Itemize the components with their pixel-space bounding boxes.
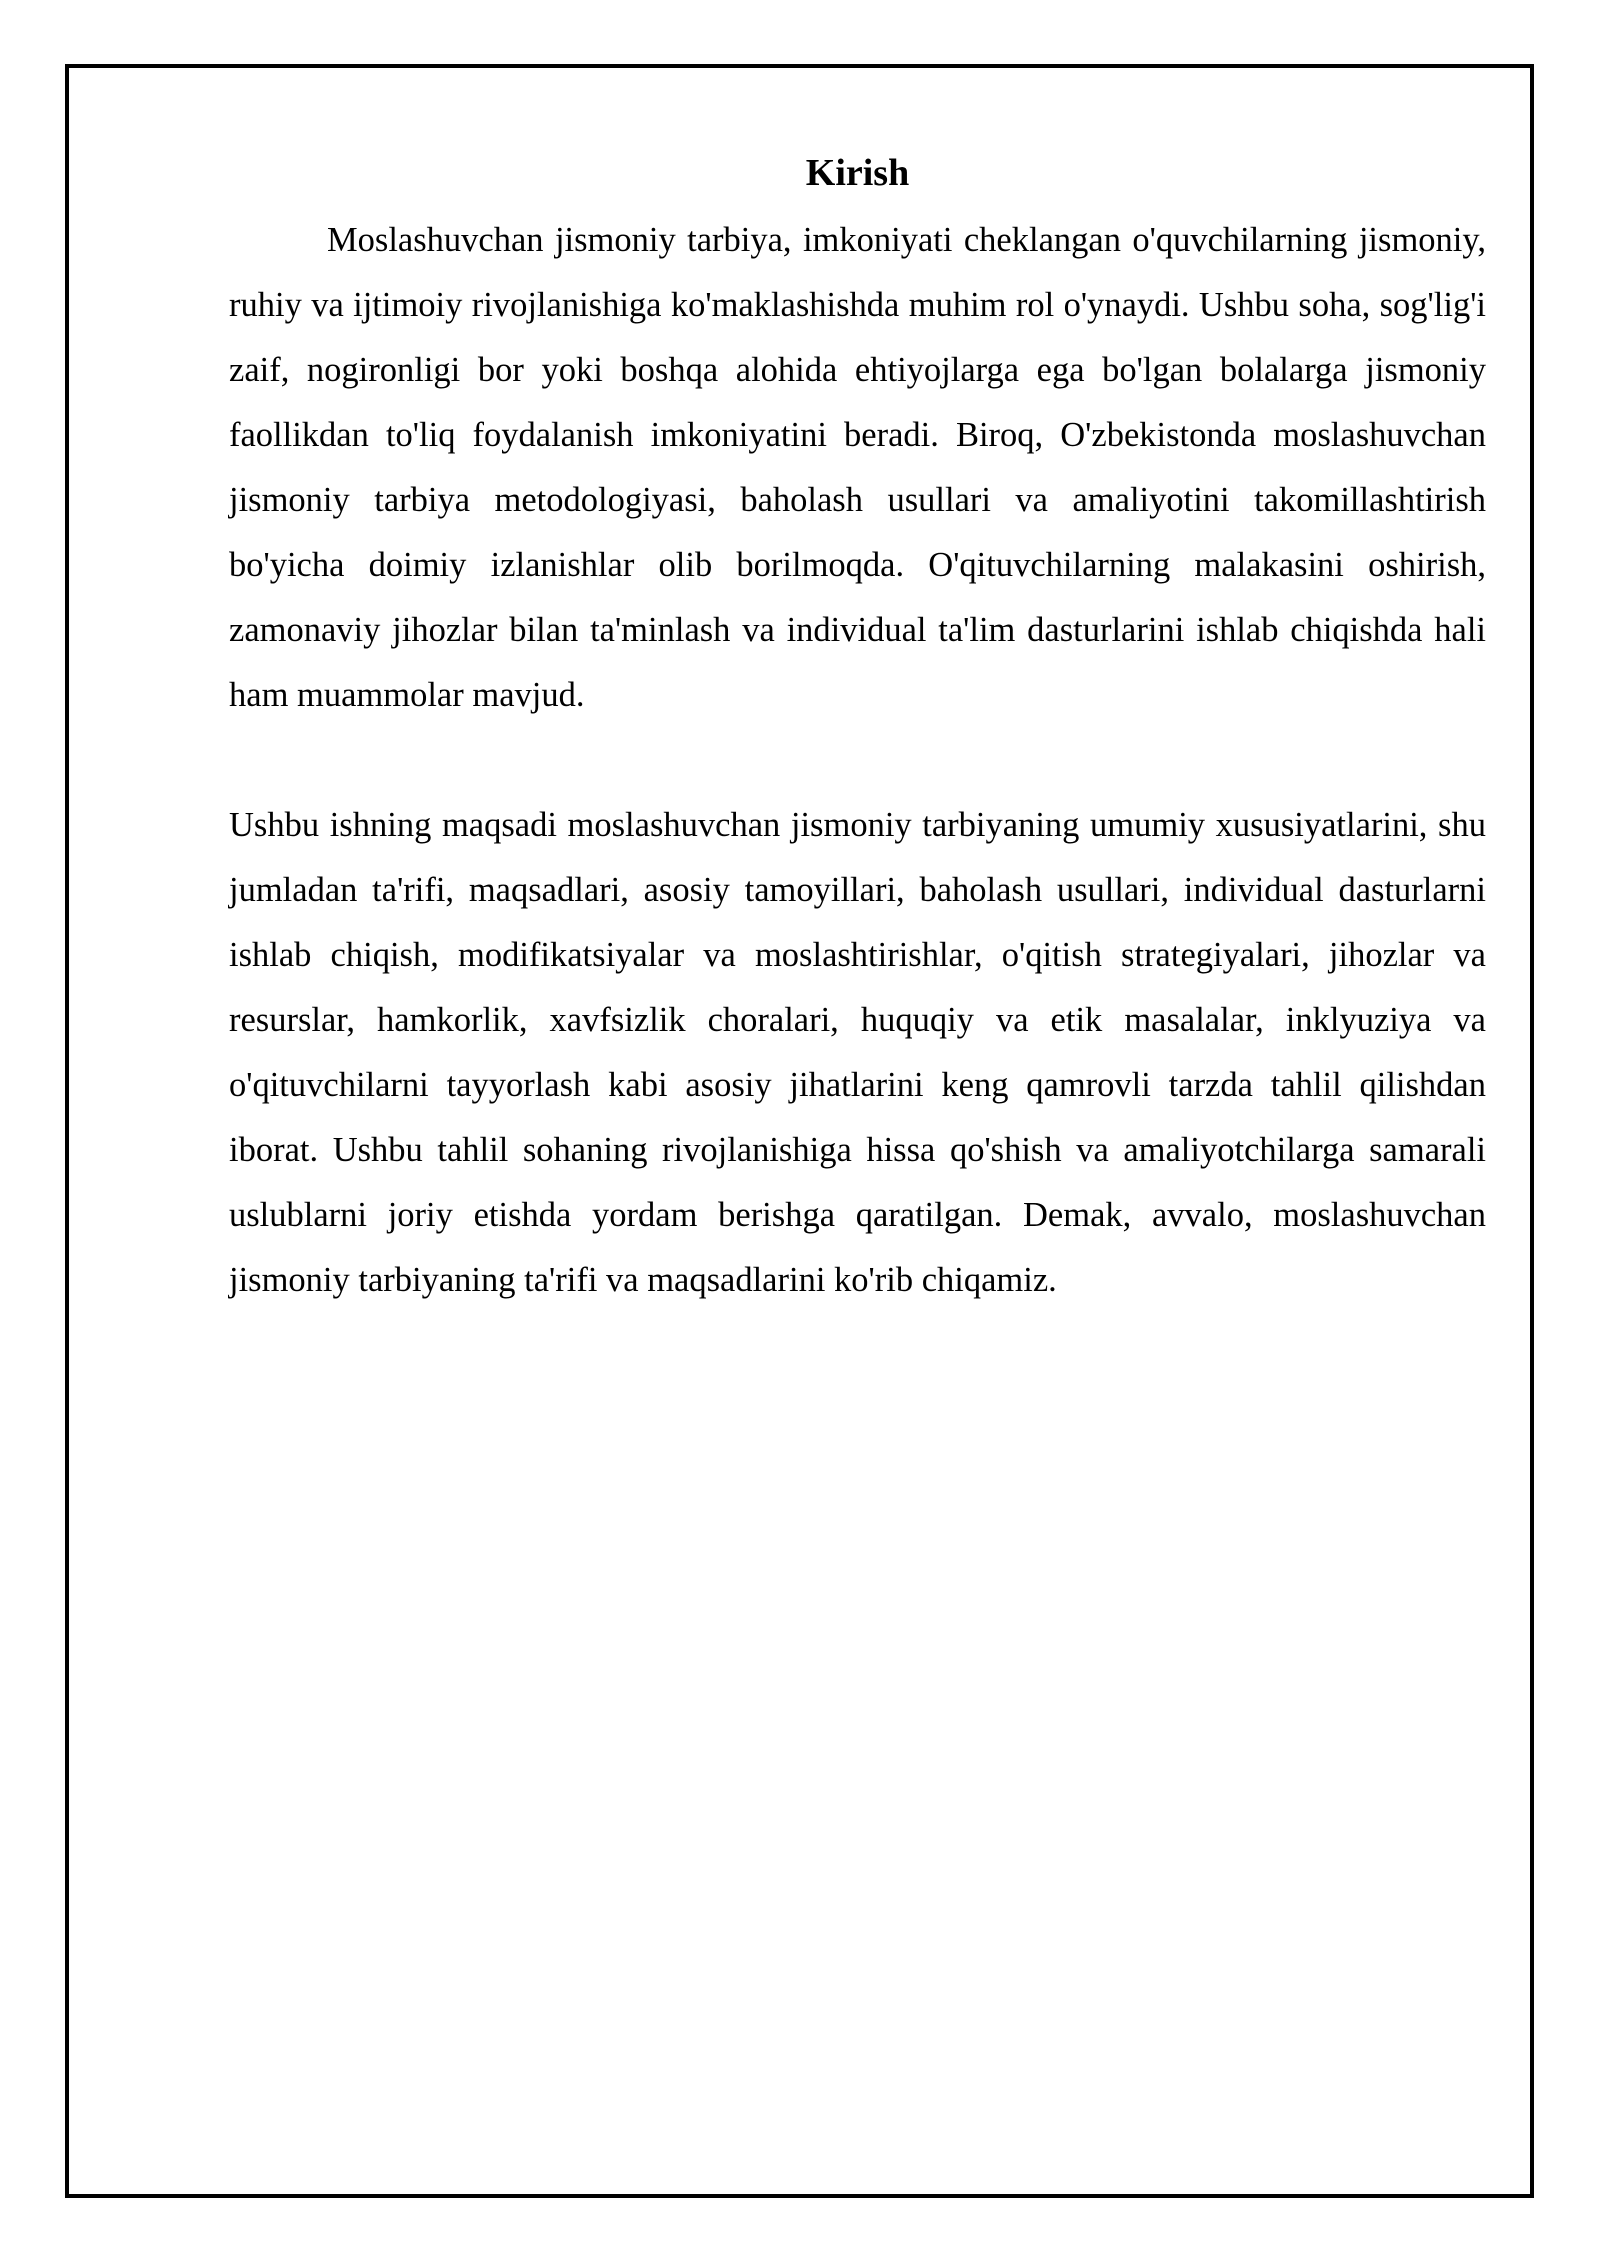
- purpose-paragraph: Ushbu ishning maqsadi moslashuvchan jismoniy tarbiyaning umumiy xususiyatlarini, shu jumladan ta'rifi, maqsadlari, asosiy tamoyillari, baholash usullari, individual dasturlarni ishlab chiqish, modifikatsiyalar va moslashtirishlar, o'qitish strategiyalari, jihozlar va resurslar, hamkorlik, xavfsizlik choralari, huquqiy va etik masalalar, inklyuziya va o'qituvchilarni tayyorlash kabi asosiy jihatlarini keng qamrovli tarzda tahlil qilishdan iborat. Ushbu tahlil sohaning rivojlanishiga hissa qo'shish va amaliyotchilarga samarali uslublarni joriy etishda yordam berishga qaratilgan. Demak, avvalo, moslashuvchan jismoniy tarbiyaning ta'rifi va maqsadlarini ko'rib chiqamiz.: [229, 806, 1486, 1299]
- intro-paragraph: Moslashuvchan jismoniy tarbiya, imkoniyati cheklangan o'quvchilarning jismoniy, ruhiy va ijtimoiy rivojlanishiga ko'maklashishda muhim rol o'ynaydi. Ushbu soha, sog'lig'i zaif, nogironligi bor yoki boshqa alohida ehtiyojlarga ega bo'lgan bolalarga jismoniy faollikdan to'liq foydalanish imkoniyatini beradi. Biroq, O'zbekistonda moslashuvchan jismoniy tarbiya metodologiyasi, baholash usullari va amaliyotini takomillashtirish bo'yicha doimiy izlanishlar olib borilmoqda. O'qituvchilarning malakasini oshirish, zamonaviy jihozlar bilan ta'minlash va individual ta'lim dasturlarini ishlab chiqishda hali ham muammolar mavjud.: [229, 221, 1486, 714]
- section-heading: Kirish: [805, 152, 910, 194]
- page-content: [229, 148, 1486, 1313]
